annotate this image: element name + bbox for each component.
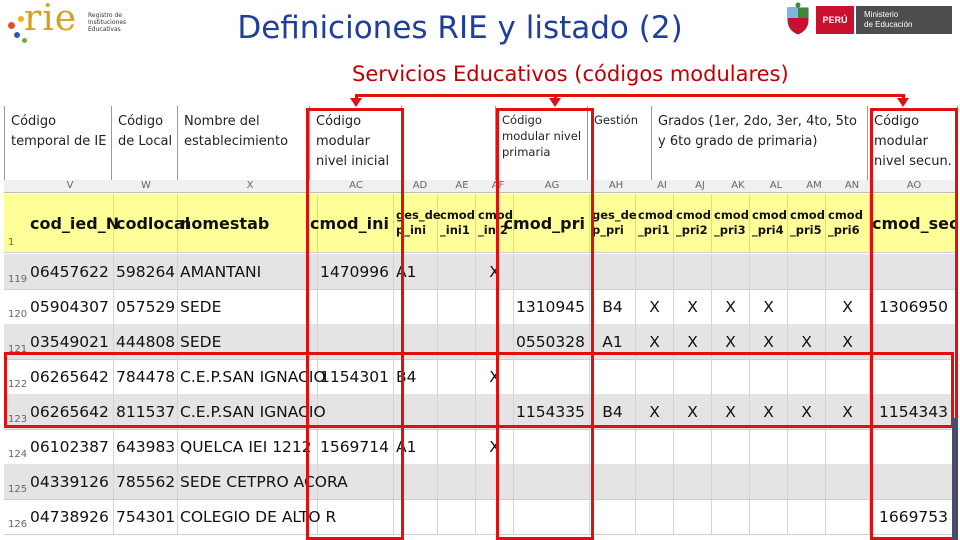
cell-p3[interactable] (712, 464, 750, 499)
cell-cod-ied[interactable]: 04339126 (28, 464, 114, 499)
cell-pri3[interactable]: cmod _pri3 (712, 194, 750, 252)
cell-p3[interactable] (712, 254, 750, 289)
cell-codlocal[interactable]: 754301 (114, 499, 178, 534)
col-letter[interactable]: AH (608, 180, 624, 191)
page-title: Definiciones RIE y listado (2) (237, 10, 683, 46)
cell-p1[interactable] (636, 464, 674, 499)
cell-ges-pri[interactable] (590, 359, 636, 394)
cell-ges-ini[interactable] (394, 464, 438, 499)
cell-cmod-ini[interactable]: cmod_ini (318, 194, 394, 252)
cell-pri1[interactable]: cmod _pri1 (636, 194, 674, 252)
cell-p1[interactable]: X (636, 324, 674, 359)
cell-ini2[interactable]: X (476, 359, 514, 394)
cell-cod-ied[interactable]: 04738926 (28, 499, 114, 534)
cell-nomestab[interactable]: C.E.P.SAN IGNACIO (178, 394, 318, 429)
cell-p1[interactable] (636, 359, 674, 394)
cell-ges-ini[interactable]: A1 (394, 429, 438, 464)
cell-p2[interactable]: X (674, 394, 712, 429)
header-fields-row (4, 194, 958, 253)
cell-p4[interactable] (750, 464, 788, 499)
table-row (4, 429, 958, 465)
cell-ges-pri[interactable] (590, 464, 636, 499)
cell-p6[interactable] (826, 429, 870, 464)
cell-cod-ied[interactable]: 06265642 (28, 394, 114, 429)
row-number[interactable]: 124 (8, 449, 28, 460)
cell-ges-pri[interactable]: ges_de p_pri (590, 194, 636, 252)
cell-p2[interactable]: X (674, 324, 712, 359)
row-number[interactable]: 121 (8, 344, 28, 355)
cell-codlocal[interactable]: 811537 (114, 394, 178, 429)
cell-ges-ini[interactable]: B4 (394, 359, 438, 394)
cell-ini2[interactable]: X (476, 254, 514, 289)
desc-gestion: Gestión (588, 106, 652, 192)
cell-ini1[interactable] (438, 499, 476, 534)
cell-cmod-ini2[interactable]: cmod _ini2 (476, 194, 514, 252)
cell-ges-ini[interactable]: A1 (394, 254, 438, 289)
cell-cmod-ini[interactable] (318, 289, 394, 324)
cell-ini1[interactable] (438, 429, 476, 464)
peru-badge: PERÚ (816, 6, 854, 34)
table-row (4, 324, 958, 360)
cell-nomestab[interactable]: SEDE (178, 324, 318, 359)
cell-ges-ini[interactable]: ges_de p_ini (394, 194, 438, 252)
cell-cmod-ini1[interactable]: cmod _ini1 (438, 194, 476, 252)
cell-cmod-pri[interactable] (514, 359, 590, 394)
row-number[interactable]: 126 (8, 519, 28, 530)
cell-cmod-pri[interactable]: 1154335 (514, 394, 590, 429)
cell-ini1[interactable] (438, 254, 476, 289)
cell-p5[interactable] (788, 254, 826, 289)
cell-p5[interactable] (788, 289, 826, 324)
cell-cmod-sec[interactable] (870, 254, 958, 289)
cell-cod-ied[interactable]: 05904307 (28, 289, 114, 324)
minedu-logo (784, 2, 952, 38)
desc-nombre-establecimiento: Nombre del establecimiento (178, 106, 310, 192)
cell-ges-ini[interactable] (394, 499, 438, 534)
cell-p1[interactable] (636, 499, 674, 534)
cell-p6[interactable]: X (826, 394, 870, 429)
desc-codigo-temporal: Código temporal de IE (4, 106, 112, 192)
col-letter[interactable]: AL (769, 180, 783, 191)
cell-pri6[interactable]: cmod _pri6 (826, 194, 870, 252)
cell-p4[interactable] (750, 254, 788, 289)
rie-wordmark: rie (24, 0, 78, 39)
cell-ges-pri[interactable]: B4 (590, 394, 636, 429)
cell-cmod-sec[interactable]: cmod_sec (870, 194, 958, 252)
desc-codigo-local: Código de Local (112, 106, 178, 192)
cell-cmod-sec[interactable]: 1306950 (870, 289, 958, 324)
cell-p3[interactable]: X (712, 324, 750, 359)
col-letter[interactable]: AE (455, 180, 469, 191)
cell-ini1[interactable] (438, 324, 476, 359)
scrollbar[interactable] (952, 418, 958, 540)
column-letters (4, 180, 958, 193)
col-letter[interactable]: AG (544, 180, 560, 191)
row-number[interactable]: 120 (8, 309, 28, 320)
table-row (4, 289, 958, 325)
cell-cod-ied[interactable]: 03549021 (28, 324, 114, 359)
cell-p4[interactable]: X (750, 394, 788, 429)
cell-p5[interactable] (788, 429, 826, 464)
cell-cmod-pri[interactable] (514, 429, 590, 464)
row-number[interactable]: 119 (8, 274, 28, 285)
cell-cmod-pri[interactable] (514, 464, 590, 499)
rie-tagline: Registro de Instituciones Educativas (88, 12, 127, 33)
row-number[interactable]: 122 (8, 379, 28, 390)
cell-codlocal[interactable]: 598264 (114, 254, 178, 289)
cell-ges-pri[interactable] (590, 429, 636, 464)
cell-ges-pri[interactable] (590, 254, 636, 289)
cell-cmod-ini[interactable] (318, 464, 394, 499)
cell-ges-pri[interactable]: A1 (590, 324, 636, 359)
cell-codlocal[interactable]: codlocal (114, 194, 178, 252)
cell-p6[interactable] (826, 464, 870, 499)
cell-cmod-sec[interactable]: 1154343 (870, 394, 958, 429)
cell-p1[interactable] (636, 254, 674, 289)
col-letter[interactable]: AC (349, 180, 363, 191)
cell-nomestab[interactable]: SEDE CETPRO ACORA (178, 464, 318, 499)
cell-ini1[interactable] (438, 359, 476, 394)
cell-p2[interactable] (674, 359, 712, 394)
rie-logo (6, 0, 136, 44)
cell-cmod-ini[interactable] (318, 324, 394, 359)
cell-ini2[interactable] (476, 499, 514, 534)
cell-p5[interactable]: X (788, 394, 826, 429)
cell-cmod-pri[interactable]: cmod_pri (514, 194, 590, 252)
cell-ges-pri[interactable]: B4 (590, 289, 636, 324)
cell-p1[interactable]: X (636, 394, 674, 429)
col-letter[interactable]: V (66, 180, 74, 191)
cell-pri2[interactable]: cmod _pri2 (674, 194, 712, 252)
cell-cmod-sec[interactable] (870, 464, 958, 499)
cell-p6[interactable] (826, 499, 870, 534)
cell-cmod-pri[interactable] (514, 499, 590, 534)
cell-p2[interactable] (674, 429, 712, 464)
cell-ges-ini[interactable] (394, 324, 438, 359)
cell-codlocal[interactable]: 057529 (114, 289, 178, 324)
cell-p2[interactable] (674, 464, 712, 499)
cell-nomestab[interactable]: COLEGIO DE ALTO R (178, 499, 318, 534)
col-letter[interactable]: AF (491, 180, 505, 191)
cell-cmod-sec[interactable] (870, 429, 958, 464)
desc-modular-primaria: Código modular nivel primaria (496, 106, 588, 192)
cell-p6[interactable]: X (826, 324, 870, 359)
cell-p5[interactable] (788, 499, 826, 534)
table-row (4, 464, 958, 500)
cell-ini1[interactable] (438, 394, 476, 429)
cell-codlocal[interactable]: 444808 (114, 324, 178, 359)
cell-ini2[interactable] (476, 324, 514, 359)
cell-cmod-pri[interactable]: 1310945 (514, 289, 590, 324)
cell-cmod-sec[interactable] (870, 359, 958, 394)
cell-cmod-ini[interactable]: 1470996 (318, 254, 394, 289)
cell-p3[interactable]: X (712, 289, 750, 324)
cell-cod-ied[interactable]: cod_ied_N (28, 194, 114, 252)
cell-nomestab[interactable]: nomestab (178, 194, 318, 252)
cell-p2[interactable] (674, 254, 712, 289)
cell-p2[interactable] (674, 499, 712, 534)
cell-ini2[interactable] (476, 394, 514, 429)
col-letter[interactable]: AM (806, 180, 822, 191)
cell-p6[interactable] (826, 359, 870, 394)
desc-modular-inicial: Código modular nivel inicial (310, 106, 402, 192)
cell-cod-ied[interactable]: 06102387 (28, 429, 114, 464)
cell-ges-ini[interactable] (394, 394, 438, 429)
col-letter[interactable]: AI (657, 180, 667, 191)
cell-cmod-pri[interactable]: 0550328 (514, 324, 590, 359)
cell-p5[interactable]: X (788, 324, 826, 359)
cell-ini2[interactable]: X (476, 429, 514, 464)
col-letter[interactable]: AN (844, 180, 860, 191)
cell-codlocal[interactable]: 785562 (114, 464, 178, 499)
cell-cmod-sec[interactable] (870, 324, 958, 359)
spreadsheet (4, 180, 958, 540)
cell-p1[interactable]: X (636, 289, 674, 324)
cell-nomestab[interactable]: SEDE (178, 289, 318, 324)
ministry-badge: Ministerio de Educación (856, 6, 952, 34)
cell-cmod-ini[interactable]: 1569714 (318, 429, 394, 464)
desc-modular-secundaria: Código modular nivel secun. (868, 106, 958, 192)
cell-nomestab[interactable]: QUELCA IEI 1212 (178, 429, 318, 464)
col-letter[interactable]: AK (731, 180, 745, 191)
col-letter[interactable]: AJ (695, 180, 705, 191)
cell-nomestab[interactable]: AMANTANI (178, 254, 318, 289)
cell-p5[interactable] (788, 359, 826, 394)
cell-p5[interactable] (788, 464, 826, 499)
row-number[interactable]: 125 (8, 484, 28, 495)
cell-ini1[interactable] (438, 289, 476, 324)
cell-ini2[interactable] (476, 289, 514, 324)
cell-cmod-sec[interactable]: 1669753 (870, 499, 958, 534)
col-letter[interactable]: W (141, 180, 151, 191)
cell-p4[interactable] (750, 429, 788, 464)
desc-grados: Grados (1er, 2do, 3er, 4to, 5to y 6to grado de primaria) (652, 106, 868, 192)
cell-ini2[interactable] (476, 464, 514, 499)
cell-p6[interactable] (826, 254, 870, 289)
cell-cmod-pri[interactable] (514, 254, 590, 289)
cell-ini1[interactable] (438, 464, 476, 499)
cell-cmod-ini[interactable] (318, 394, 394, 429)
cell-p3[interactable] (712, 359, 750, 394)
col-letter[interactable]: X (246, 180, 254, 191)
cell-p4[interactable]: X (750, 324, 788, 359)
cell-p4[interactable] (750, 499, 788, 534)
cell-p4[interactable]: X (750, 289, 788, 324)
cell-ges-ini[interactable] (394, 289, 438, 324)
cell-p3[interactable] (712, 429, 750, 464)
cell-p2[interactable]: X (674, 289, 712, 324)
cell-nomestab[interactable]: C.E.P.SAN IGNACIO (178, 359, 318, 394)
col-letter[interactable]: AO (906, 180, 922, 191)
cell-cmod-ini[interactable] (318, 499, 394, 534)
row-number[interactable]: 1 (8, 237, 15, 248)
cell-cod-ied[interactable]: 06457622 (28, 254, 114, 289)
col-letter[interactable]: AD (412, 180, 428, 191)
cell-ges-pri[interactable] (590, 499, 636, 534)
cell-p6[interactable]: X (826, 289, 870, 324)
subtitle: Servicios Educativos (códigos modulares) (352, 62, 789, 86)
coat-of-arms-icon (784, 2, 812, 36)
cell-codlocal[interactable]: 784478 (114, 359, 178, 394)
cell-cmod-ini[interactable]: 1154301 (318, 359, 394, 394)
table-row (4, 394, 958, 430)
cell-p1[interactable] (636, 429, 674, 464)
cell-p4[interactable] (750, 359, 788, 394)
cell-pri4[interactable]: cmod _pri4 (750, 194, 788, 252)
table-row (4, 499, 958, 535)
cell-pri5[interactable]: cmod _pri5 (788, 194, 826, 252)
cell-p3[interactable] (712, 499, 750, 534)
row-number[interactable]: 123 (8, 414, 28, 425)
cell-cod-ied[interactable]: 06265642 (28, 359, 114, 394)
cell-codlocal[interactable]: 643983 (114, 429, 178, 464)
cell-p3[interactable]: X (712, 394, 750, 429)
table-row (4, 359, 958, 395)
table-row (4, 254, 958, 290)
